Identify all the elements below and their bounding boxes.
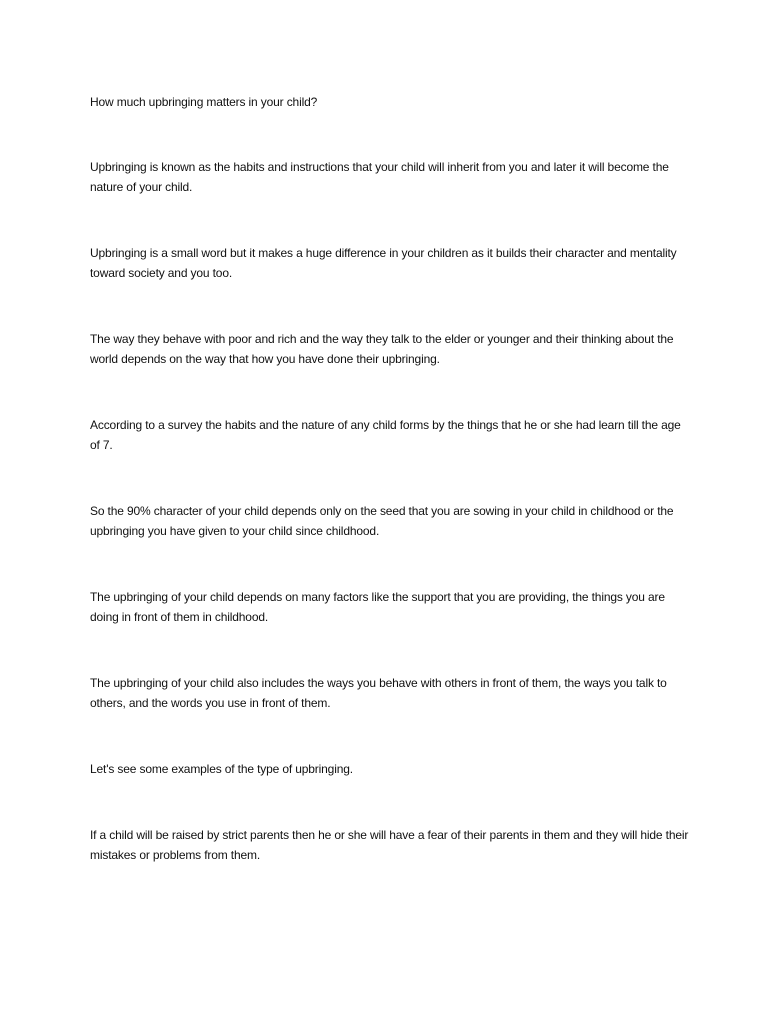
paragraph-8: Let's see some examples of the type of upbringing. bbox=[90, 762, 353, 776]
paragraph-4: According to a survey the habits and the nature of any child forms by the things that he or she had learn till the age of 7. bbox=[90, 418, 681, 452]
paragraph-2: Upbringing is a small word but it makes a huge difference in your children as it builds their character and mentality toward society and you too. bbox=[90, 246, 677, 280]
paragraph-6: The upbringing of your child depends on many factors like the support that you are providing, the things you are doing in front of them in childhood. bbox=[90, 590, 665, 624]
paragraph-7: The upbringing of your child also includes the ways you behave with others in front of them, the ways you talk to others, and the words you use in front of them. bbox=[90, 676, 667, 710]
paragraph-1: Upbringing is known as the habits and instructions that your child will inherit from you and later it will become the nature of your child. bbox=[90, 160, 669, 194]
paragraph-5: So the 90% character of your child depends only on the seed that you are sowing in your child in childhood or the upbringing you have given to your child since childhood. bbox=[90, 504, 674, 538]
document-title: How much upbringing matters in your child? bbox=[90, 95, 318, 109]
paragraph-3: The way they behave with poor and rich and the way they talk to the elder or younger and their thinking about the world depends on the way that how you have done their upbringing. bbox=[90, 332, 674, 366]
paragraph-9: If a child will be raised by strict parents then he or she will have a fear of their parents in them and they will hide their mistakes or problems from them. bbox=[90, 828, 689, 862]
